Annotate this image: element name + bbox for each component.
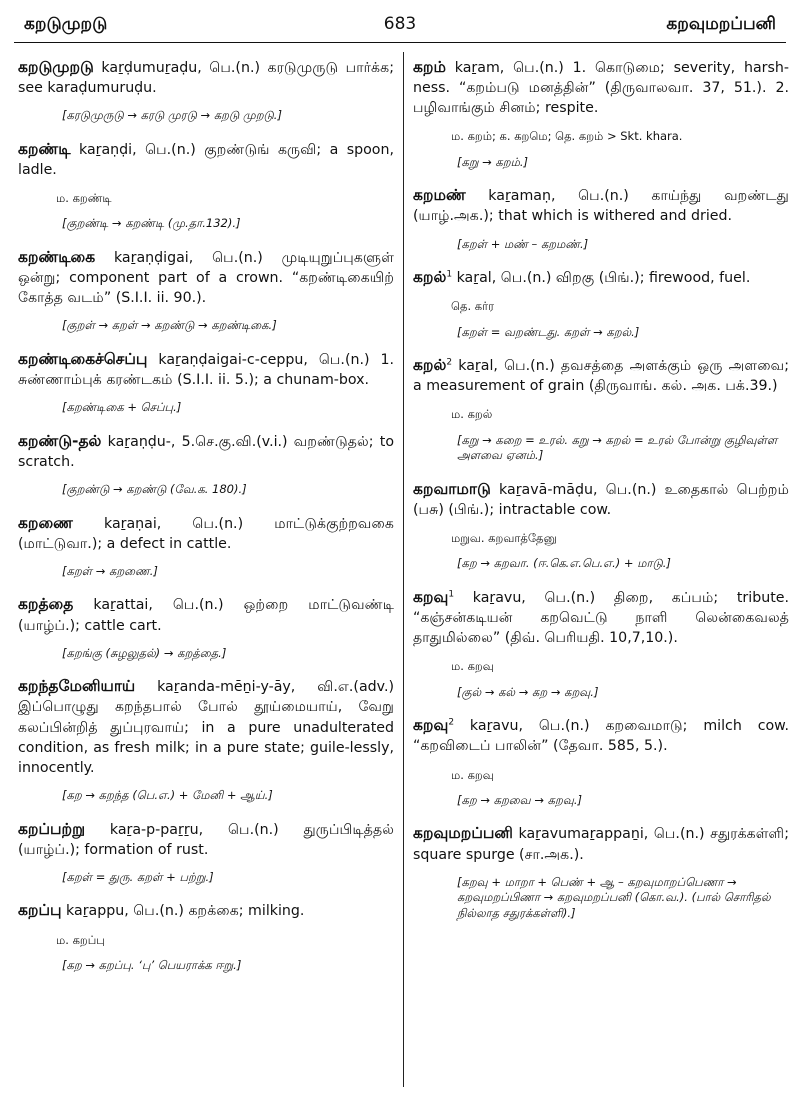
etymology-line: [கறு → கறம்.] xyxy=(457,154,528,169)
entry-headword: கறத்தை xyxy=(18,595,74,614)
etymology-line: [கறள் = துரு. கறள் + பற்று.] xyxy=(62,869,214,884)
dictionary-entry xyxy=(18,512,394,580)
dictionary-entry xyxy=(18,593,394,661)
entry-definition xyxy=(413,586,789,648)
entry-body: kaṟaṇḍigai, பெ.(n.) முடியுறுப்புகளுள் ஒன்று; component part of a crown. “கறண்டிகையிற் கோத்த வடம்” (S.I.I. ii. 90.). xyxy=(18,249,394,307)
entry-definition xyxy=(18,138,394,180)
page-header xyxy=(24,14,776,42)
cognate-line: மறுவ. கறவாத்தேனு xyxy=(451,531,557,546)
entry-body: kaṟavu, பெ.(n.) கறவைமாடு; milch cow. “கறவிடைப் பாலின்” (தேவா. 585, 5.). xyxy=(413,718,789,755)
entry-headword: கறணை xyxy=(18,513,73,532)
entry-definition xyxy=(413,266,789,288)
entry-body: kaṟaṇḍaigai-c-ceppu, பெ.(n.) 1. சுண்ணாம்புக் கரண்டகம் (S.I.I. ii. 5.); a chunam-box. xyxy=(18,351,394,389)
dictionary-entry xyxy=(413,714,789,808)
entry-body: kaṟavumaṟappaṉi, பெ.(n.) சதுரக்கள்ளி; square spurge (சா.அக.). xyxy=(413,826,789,863)
dictionary-entry xyxy=(18,899,394,973)
dictionary-entry xyxy=(413,354,789,464)
entry-body: kaṟattai, பெ.(n.) ஒற்றை மாட்டுவண்டி (யாழ்ப்.); cattle cart. xyxy=(18,597,394,634)
dictionary-entry xyxy=(413,478,789,572)
entry-headword: கறப்பற்று xyxy=(18,819,86,838)
dictionary-entry xyxy=(18,56,394,124)
entry-body: kaṟḍumuṟaḍu, பெ.(n.) கரடுமுருடு பார்க்க; see karaḍumuruḍu. xyxy=(18,60,394,97)
entry-headword: கறவுமறப்பனி xyxy=(413,824,513,843)
entry-definition xyxy=(18,899,394,921)
entry-body: kaṟal, பெ.(n.) விறகு (பிங்.); firewood, fuel. xyxy=(452,270,751,287)
cognate-line: ம. கறல் xyxy=(451,407,493,422)
entry-headword: கறவு xyxy=(413,716,449,735)
cognate-line: ம. கறவு xyxy=(451,767,494,782)
entry-body: kaṟamaṇ, பெ.(n.) காய்ந்து வறண்டது (யாழ்.அக.); that which is withered and dried. xyxy=(413,188,789,225)
entry-definition xyxy=(18,246,394,308)
column-divider xyxy=(403,52,404,1087)
entry-headword: கறல் xyxy=(413,356,447,375)
entry-body: kaṟa-p-paṟṟu, பெ.(n.) துருப்பிடித்தல் (யாழ்ப்.); formation of rust. xyxy=(18,821,394,858)
homonym-number: 1 xyxy=(448,589,455,600)
entry-body: kaṟappu, பெ.(n.) கறக்கை; milking. xyxy=(61,903,305,920)
dictionary-entry xyxy=(413,184,789,252)
entry-definition xyxy=(413,714,789,756)
entry-body: kaṟavu, பெ.(n.) திறை, கப்பம்; tribute. “கஞ்சன்கடியன் கறவெட்டு நாளி லென்கைவலத் தாதுமில்லை” (திவ். பெரியதி. 10,7,10.). xyxy=(413,589,789,647)
cognate-line: ம. கறப்பு xyxy=(56,932,105,947)
etymology-line: [குறண்டு → கறண்டு (வே.க. 180).] xyxy=(62,482,247,497)
entry-definition xyxy=(18,512,394,554)
etymology-line: [கறள் → கறணை.] xyxy=(62,563,158,578)
header-rule xyxy=(14,42,786,43)
dictionary-entry xyxy=(18,348,394,416)
entry-body: kaṟaṇḍi, பெ.(n.) குறண்டுங் கருவி; a spoon, ladle. xyxy=(18,141,394,178)
dictionary-entry xyxy=(413,822,789,921)
etymology-line: [கரடுமுருடு → கரடு முரடு → கறடு முறடு.] xyxy=(62,108,282,123)
entry-body: kaṟaṇḍu-, 5.செ.கு.வி.(v.i.) வறண்டுதல்; to scratch. xyxy=(18,433,394,470)
entry-headword: கறண்டிகை xyxy=(18,247,96,266)
entry-headword: கறவாமாடு xyxy=(413,479,491,498)
homonym-number: 2 xyxy=(448,717,455,728)
entry-definition xyxy=(413,184,789,226)
etymology-line: [கறவு + மாறா + பெண் + ஆ – கறவுமாறப்பெணா → கறவுமறப்பிணா → கறவுமறப்பனி (கொ.வ.). (பால் சொரிதல் நில்லாத சதுரக்கள்ளி).] xyxy=(457,874,771,920)
right-column xyxy=(413,56,789,935)
entry-headword: கறடுமுறடு xyxy=(18,58,94,76)
dictionary-entry xyxy=(413,586,789,700)
dictionary-entry xyxy=(413,266,789,340)
etymology-line: [கறள் + மண் – கறமண்.] xyxy=(457,236,589,251)
page-number: 683 xyxy=(383,14,417,34)
entry-definition xyxy=(413,478,789,520)
header-first-headword: கறடுமுறடு xyxy=(24,14,108,34)
entry-definition xyxy=(18,593,394,635)
entry-headword: கறண்டி xyxy=(18,139,71,158)
entry-headword: கறவு xyxy=(413,587,449,606)
entry-definition xyxy=(413,56,789,118)
entry-definition xyxy=(413,822,789,864)
etymology-line: [குறண்டி → கறண்டி (மு.தா.132).] xyxy=(62,216,241,231)
homonym-number: 1 xyxy=(446,269,453,280)
entry-headword: கறமண் xyxy=(413,186,466,205)
header-last-headword: கறவுமறப்பனி xyxy=(666,14,776,34)
entry-definition xyxy=(18,348,394,390)
etymology-line: [கறு → கறை = உரல். கறு → கறல் = உரல் போன்று குழிவுள்ள அளவை ஏனம்.] xyxy=(457,432,778,463)
left-column xyxy=(18,56,394,987)
entry-body: kaṟaṇai, பெ.(n.) மாட்டுக்குற்றவகை (மாட்டுவா.); a defect in cattle. xyxy=(18,515,394,552)
entry-definition xyxy=(18,675,394,778)
entry-body: kaṟavā-māḍu, பெ.(n.) உதைகால் பெற்றம் (பசு) (பிங்.); intractable cow. xyxy=(413,481,789,518)
dictionary-entry xyxy=(18,675,394,803)
entry-headword: கறல் xyxy=(413,268,447,287)
etymology-line: [கற → கறவா. (ஈ.கெ.எ.பெ.எ.) + மாடு.] xyxy=(457,556,671,571)
entry-headword: கறப்பு xyxy=(18,901,62,920)
entry-headword: கறந்தமேனியாய் xyxy=(18,677,136,696)
entry-definition xyxy=(18,430,394,472)
entry-headword: கறண்டிகைச்செப்பு xyxy=(18,349,148,368)
cognate-line: ம. கறம்; க. கறமெ; தெ. கறம் > Skt. khara. xyxy=(451,129,683,144)
dictionary-entry xyxy=(18,430,394,498)
dictionary-entry xyxy=(18,818,394,886)
etymology-line: [கற → கறப்பு. ‘பு’ பெயராக்க ஈறு.] xyxy=(62,957,242,972)
etymology-line: [கற → கறந்த (பெ.எ.) + மேனி + ஆய்.] xyxy=(62,788,273,803)
cognate-line: தெ. கர்ர xyxy=(451,299,495,314)
etymology-line: [குறள் → கறள் → கறண்டு → கறண்டிகை.] xyxy=(62,318,277,333)
dictionary-entry xyxy=(18,246,394,334)
etymology-line: [கறண்டிகை + செப்பு.] xyxy=(62,400,182,415)
dictionary-entry xyxy=(413,56,789,170)
etymology-line: [கறங்கு (சுழலுதல்) → கறத்தை.] xyxy=(62,645,227,660)
entry-headword: கறம் xyxy=(413,58,446,76)
etymology-line: [குல் → கல் → கற → கறவு.] xyxy=(457,684,599,699)
entry-body: kaṟanda-mēṉi-y-āy, வி.எ.(adv.) இப்பொழுது கறந்தபால் போல் தூய்மையாய், வேறு கலப்பின்றித் துப்புரவாய்; in a pure unadulterated condition, as fresh milk; in a pure state; guile-lessly, innocently. xyxy=(18,679,394,776)
dictionary-entry xyxy=(18,138,394,232)
entry-body: kaṟal, பெ.(n.) தவசத்தை அளக்கும் ஒரு அளவை; a measurement of grain (திருவாங். கல். அக. பக்.39.) xyxy=(413,358,789,395)
entry-body: kaṟam, பெ.(n.) 1. கொடுமை; severity, harsh-ness. “கறம்படு மனத்தின்” (திருவாலவா. 37, 51.). 2. பழிவாங்கும் சினம்; respite. xyxy=(413,60,789,117)
cognate-line: ம. கறவு xyxy=(451,659,494,674)
etymology-line: [கறள் = வறண்டது. கறள் → கறல்.] xyxy=(457,324,640,339)
entry-headword: கறண்டு-தல் xyxy=(18,431,102,450)
entry-definition xyxy=(18,56,394,98)
etymology-line: [கற → கறவை → கறவு.] xyxy=(457,792,582,807)
entry-definition xyxy=(18,818,394,860)
homonym-number: 2 xyxy=(446,357,453,368)
cognate-line: ம. கறண்டி xyxy=(56,191,112,206)
entry-definition xyxy=(413,354,789,396)
